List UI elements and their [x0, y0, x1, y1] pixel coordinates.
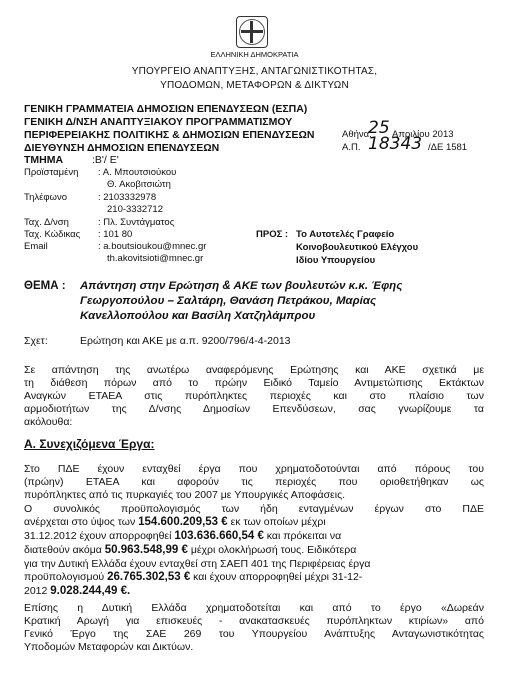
date-day-handwritten: 25: [368, 118, 390, 138]
para2-line-4: διατεθούν ακόμα 50.963.548,99 € μέχρι ολοκλήρωσή τους. Ειδικότερα: [24, 544, 357, 556]
intro-line-4: αρμοδιοτήτων της Δ/νσης Δημοσίων Επενδύσεων, σας γνωρίζουμε τα: [24, 403, 484, 415]
email-1[interactable]: : a.boutsioukou@mnec.gr: [98, 241, 207, 252]
para2-line-6: προϋπολογισμού 26.765.302,53 € και έχουν απορροφηθεί μέχρι 31-12-: [24, 571, 363, 583]
phone-1: : 2103332978: [98, 192, 157, 203]
reference-label: Σχετ:: [24, 335, 48, 347]
email-2[interactable]: th.akovitsioti@mnec.gr: [107, 253, 204, 264]
zip-label: Ταχ. Κώδικας: [24, 229, 81, 240]
org-line-4: ΔΙΕΥΘΥΝΣΗ ΔΗΜΟΣΙΩΝ ΕΠΕΝΔΥΣΕΩΝ: [24, 142, 220, 154]
date-city: Αθήνα,: [342, 129, 372, 140]
head-name-2: Θ. Ακοβιτσιώτη: [107, 179, 171, 190]
org-line-2: ΓΕΝΙΚΗ Δ/ΝΣΗ ΑΝΑΠΤΥΞΙΑΚΟΥ ΠΡΟΓΡΑΜΜΑΤΙΣΜΟΥ: [24, 116, 293, 128]
address-label: Ταχ. Δ/νση: [24, 217, 69, 228]
para3-line-2: Κρατική Αρωγή για επισκευές - ανακατασκευές πυρόπληκτων κτιρίων» από: [24, 615, 484, 627]
para2-line-1: Ο συνολικός προϋπολογισμός των ήδη ενταγμένων έργων στο ΠΔΕ: [24, 503, 484, 515]
intro-line-2: τη διάθεση πόρων από το πρώην Ειδικό Ταμείο Αντιμετώπισης Εκτάκτων: [24, 377, 484, 389]
head-name-1: : Α. Μπουτσιούκου: [98, 167, 177, 178]
org-line-1: ΓΕΝΙΚΗ ΓΡΑΜΜΑΤΕΙΑ ΔΗΜΟΣΙΩΝ ΕΠΕΝΔΥΣΕΩΝ (ΕΣΠΑ): [24, 103, 308, 115]
para2-line-3: 31.12.2012 έχουν απορροφηθεί 103.636.660,54 € και πρόκειται να: [24, 530, 342, 542]
para1-line-1: Στο ΠΔΕ έχουν ενταχθεί έργα που χρηματοδοτούνται από πόρους του: [24, 463, 484, 475]
recipient-line-3: Ιδίου Υπουργείου: [296, 255, 376, 266]
section-a-title: Α. Συνεχιζόμενα Έργα:: [24, 437, 155, 451]
org-line-3: ΠΕΡΙΦΕΡΕΙΑΚΗΣ ΠΟΛΙΤΙΚΗΣ & ΔΗΜΟΣΙΩΝ ΕΠΕΝΔΥΣΕΩΝ: [24, 129, 315, 141]
email-label: Email: [24, 241, 48, 252]
phone-label: Τηλέφωνο: [24, 192, 67, 203]
para3-line-3: Γενικό Έργο της ΣΑΕ 269 του Υπουργείου Ανάπτυξης Ανταγωνιστικότητας: [24, 628, 484, 640]
recipient-line-2: Κοινοβουλευτικού Ελέγχου: [296, 242, 419, 253]
zip-value: : 101 80: [98, 229, 133, 240]
intro-line-3: Αναγκών ΕΤΑΕΑ στις πυρόπληκτες περιοχές και στο πλαίσιο των: [24, 390, 484, 402]
ministry-line-1: ΥΠΟΥΡΓΕΙΟ ΑΝΑΠΤΥΞΗΣ, ΑΝΤΑΓΩΝΙΣΤΙΚΟΤΗΤΑΣ,: [131, 66, 378, 77]
date-month-year: Απριλίου 2013: [392, 129, 454, 140]
subject-line-2: Γεωργοπούλου – Σαλτάρη, Θανάση Πετράκου, Μαρίας: [80, 295, 377, 307]
intro-line-1: Σε απάντηση της ανωτέρω αναφερόμενης Ερώτησης και ΑΚΕ σχετικά με: [24, 364, 484, 376]
para2-line-2: ανέρχεται στο ύψος των 154.600.209,53 € εκ των οποίων μέχρι: [24, 516, 326, 528]
intro-line-5: ακόλουθα:: [24, 416, 73, 428]
subject-label: ΘΕΜΑ :: [24, 280, 66, 292]
subject-line-3: Κανελλοπούλου και Βασίλη Χατζηλάμπρου: [80, 310, 316, 322]
subject-line-1: Απάντηση στην Ερώτηση & ΑΚΕ των βουλευτών κ.κ. Έφης: [80, 280, 403, 292]
para3-line-1: Επίσης η Δυτική Ελλάδα χρηματοδοτείται και από το έργο «Δωρεάν: [24, 602, 484, 614]
ministry-line-2: ΥΠΟΔΟΜΩΝ, ΜΕΤΑΦΟΡΩΝ & ΔΙΚΤΥΩΝ: [160, 80, 349, 91]
protocol-label: Α.Π.: [342, 142, 361, 153]
para2-line-5: για την Δυτική Ελλάδα έχουν ενταχθεί στη ΣΑΕΠ 401 της Περιφέρειας έργα: [24, 558, 371, 570]
head-label: Προϊσταμένη: [24, 167, 79, 178]
para3-line-4: Υποδομών Μεταφορών και Δικτύων.: [24, 641, 194, 653]
to-label: ΠΡΟΣ :: [256, 229, 289, 240]
para1-line-2: (πρώην) ΕΤΑΕΑ και αφορούν τις περιοχές που οριοθετήθηκαν ως: [24, 476, 484, 488]
address-value: : Πλ. Συντάγματος: [98, 217, 175, 228]
hellenic-republic-label: ΕΛΛΗΝΙΚΗ ΔΗΜΟΚΡΑΤΙΑ: [210, 50, 299, 59]
para1-line-3: πυρόπληκτες από τις πυρκαγιές του 2007 με Υπουργικές Αποφάσεις.: [24, 489, 346, 501]
recipient-line-1: Το Αυτοτελές Γραφείο: [296, 229, 395, 240]
protocol-number-handwritten: 18343: [368, 134, 423, 154]
reference-text: Ερώτηση και ΑΚΕ με α.π. 9200/796/4-4-2013: [80, 335, 291, 347]
coat-of-arms-icon: [236, 16, 268, 48]
phone-2: 210-3332712: [107, 204, 163, 215]
para2-line-7: 2012 9.028.244,49 €.: [24, 585, 131, 597]
dept-label: ΤΜΗΜΑ: [24, 154, 64, 166]
protocol-suffix: /ΔΕ 1581: [428, 142, 468, 153]
dept-value: :Β'/ Ε': [92, 154, 119, 166]
